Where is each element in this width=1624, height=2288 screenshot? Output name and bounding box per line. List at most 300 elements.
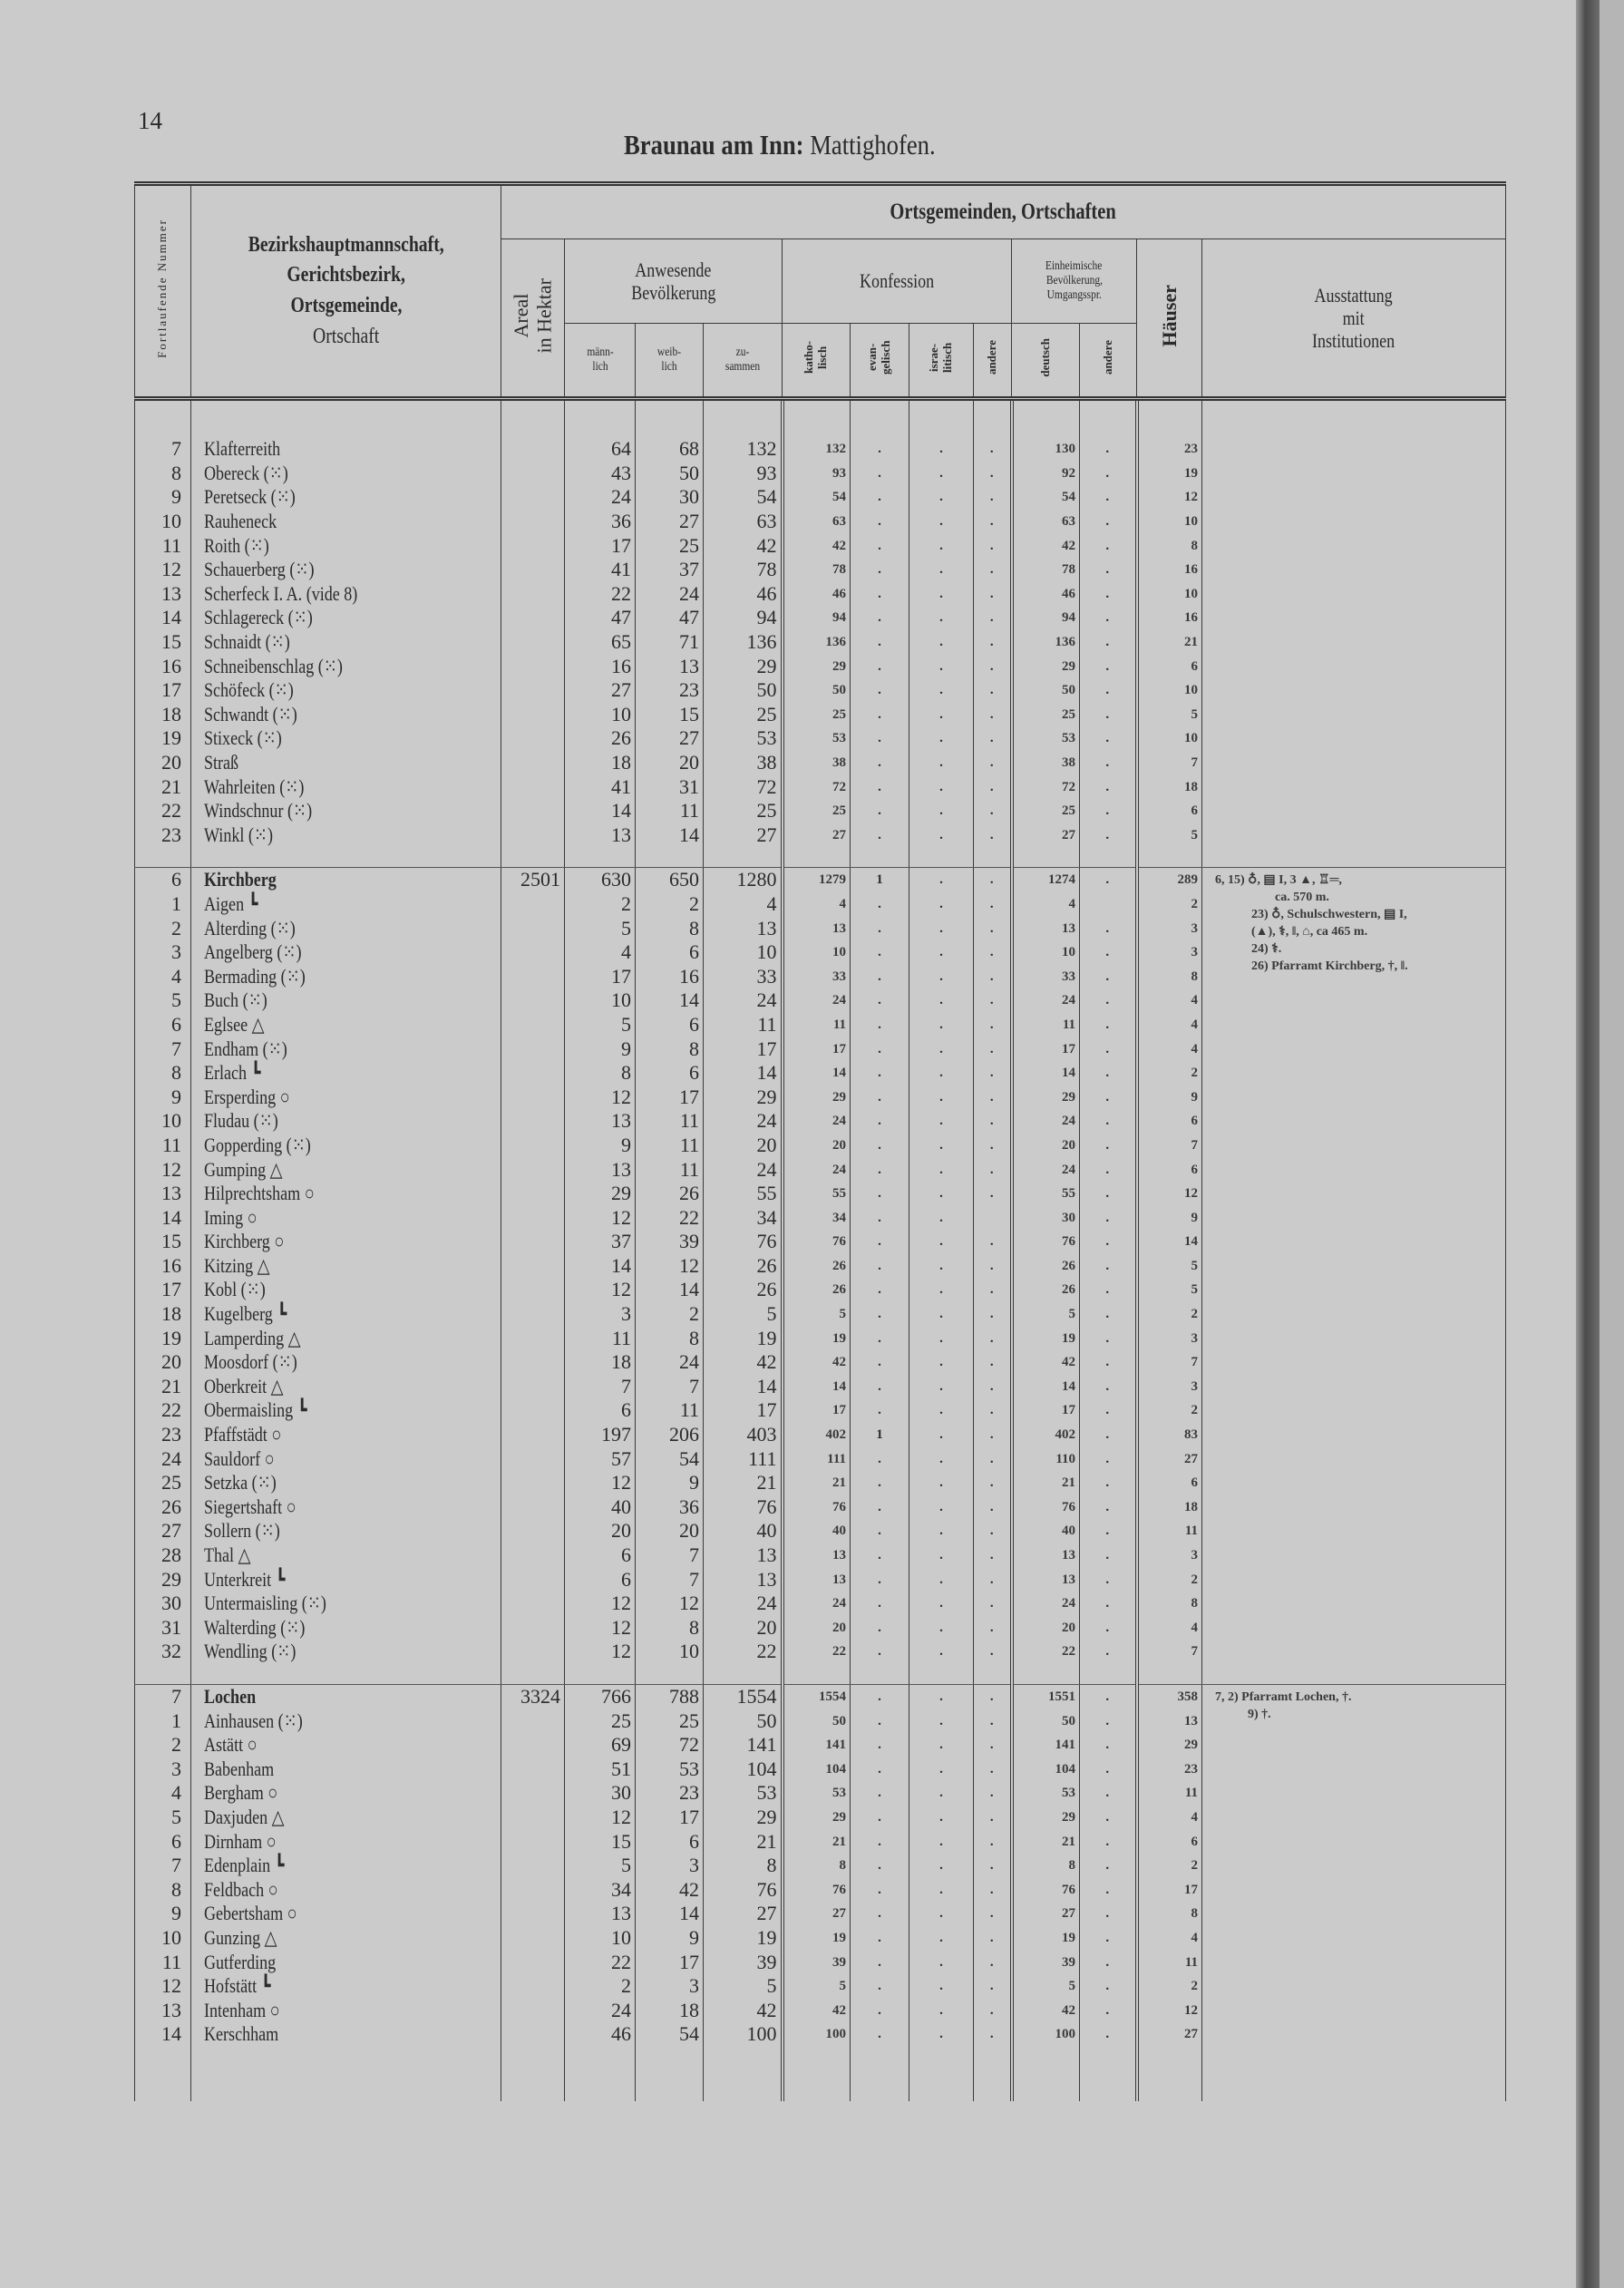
female-cell: 7 bbox=[636, 1543, 704, 1568]
institutions-cell bbox=[1202, 1709, 1506, 1733]
protestant-cell: . bbox=[851, 1085, 909, 1109]
running-number: 19 bbox=[135, 726, 191, 751]
catholic-cell: 76 bbox=[783, 1495, 851, 1520]
protestant-cell: . bbox=[851, 751, 909, 775]
header-male: männ-lich bbox=[565, 324, 636, 399]
catholic-cell: 50 bbox=[783, 1709, 851, 1733]
area-hectare-cell bbox=[501, 1446, 565, 1471]
locality-row bbox=[135, 1230, 1506, 1254]
running-number: 25 bbox=[135, 1471, 191, 1495]
locality-row bbox=[135, 1157, 1506, 1182]
area-hectare-cell bbox=[501, 1109, 565, 1134]
german-cell: 72 bbox=[1012, 774, 1080, 799]
protestant-cell: . bbox=[851, 1829, 909, 1854]
place-name bbox=[191, 1950, 501, 1974]
houses-cell: 2 bbox=[1137, 1398, 1202, 1423]
jewish-cell: . bbox=[909, 1592, 974, 1616]
total-cell: 10 bbox=[704, 940, 783, 965]
german-cell: 27 bbox=[1012, 1902, 1080, 1926]
language-other-cell: . bbox=[1080, 510, 1137, 534]
empty-cell bbox=[501, 1664, 565, 1685]
german-cell: 27 bbox=[1012, 823, 1080, 848]
confession-other-cell: . bbox=[974, 1854, 1012, 1878]
male-cell: 12 bbox=[565, 1471, 636, 1495]
jewish-cell: . bbox=[909, 1519, 974, 1543]
confession-other-cell: . bbox=[974, 1616, 1012, 1641]
locality-row bbox=[135, 1567, 1506, 1592]
catholic-cell: 14 bbox=[783, 1375, 851, 1399]
language-other-cell: . bbox=[1080, 1902, 1137, 1926]
language-other-cell: . bbox=[1080, 916, 1137, 940]
female-cell: 25 bbox=[636, 1709, 704, 1733]
total-cell: 38 bbox=[704, 751, 783, 775]
jewish-cell: . bbox=[909, 1157, 974, 1182]
language-other-cell: . bbox=[1080, 1998, 1137, 2022]
running-number: 22 bbox=[135, 799, 191, 823]
locality-row bbox=[135, 1013, 1506, 1037]
german-cell: 33 bbox=[1012, 964, 1080, 988]
confession-other-cell: . bbox=[974, 1877, 1012, 1902]
male-cell: 30 bbox=[565, 1781, 636, 1806]
language-other-cell: . bbox=[1080, 1375, 1137, 1399]
protestant-cell: . bbox=[851, 1157, 909, 1182]
total-cell: 25 bbox=[704, 703, 783, 727]
houses-cell: 11 bbox=[1137, 1519, 1202, 1543]
locality-row bbox=[135, 916, 1506, 940]
place-name bbox=[191, 1592, 501, 1616]
confession-other-cell: . bbox=[974, 1037, 1012, 1061]
total-cell: 39 bbox=[704, 1950, 783, 1974]
total-cell: 100 bbox=[704, 2022, 783, 2047]
total-cell: 19 bbox=[704, 1326, 783, 1350]
houses-cell: 2 bbox=[1137, 1974, 1202, 1999]
note-line: ca. 570 m. bbox=[1275, 891, 1329, 905]
confession-other-cell: . bbox=[974, 437, 1012, 462]
area-hectare-cell bbox=[501, 1134, 565, 1158]
place-name bbox=[191, 630, 501, 655]
protestant-cell: . bbox=[851, 1543, 909, 1568]
german-cell: 53 bbox=[1012, 726, 1080, 751]
header-female: weib-lich bbox=[636, 324, 704, 399]
protestant-cell: . bbox=[851, 1013, 909, 1037]
jewish-cell: . bbox=[909, 1877, 974, 1902]
male-cell: 13 bbox=[565, 1157, 636, 1182]
place-name bbox=[191, 892, 501, 917]
empty-cell bbox=[1202, 2047, 1506, 2101]
male-cell: 37 bbox=[565, 1230, 636, 1254]
houses-cell: 27 bbox=[1137, 2022, 1202, 2047]
catholic-cell: 24 bbox=[783, 1109, 851, 1134]
institutions-cell bbox=[1202, 1757, 1506, 1781]
houses-cell: 18 bbox=[1137, 1495, 1202, 1520]
header-confession-group: Konfession bbox=[783, 239, 1012, 324]
institutions-cell bbox=[1202, 1061, 1506, 1086]
place-name bbox=[191, 1398, 501, 1423]
confession-other-cell: . bbox=[974, 1543, 1012, 1568]
total-cell: 40 bbox=[704, 1519, 783, 1543]
area-hectare-cell bbox=[501, 654, 565, 678]
male-cell: 13 bbox=[565, 1109, 636, 1134]
total-cell: 55 bbox=[704, 1182, 783, 1206]
german-cell: 40 bbox=[1012, 1519, 1080, 1543]
area-hectare-cell bbox=[501, 1157, 565, 1182]
locality-row bbox=[135, 1061, 1506, 1086]
institutions-cell bbox=[1202, 1926, 1506, 1951]
protestant-cell: . bbox=[851, 1061, 909, 1086]
locality-row bbox=[135, 1854, 1506, 1878]
female-cell: 42 bbox=[636, 1877, 704, 1902]
protestant-cell: . bbox=[851, 726, 909, 751]
female-cell: 68 bbox=[636, 437, 704, 462]
jewish-cell: . bbox=[909, 582, 974, 607]
empty-cell bbox=[783, 1664, 851, 1685]
empty-cell bbox=[1202, 399, 1506, 438]
empty-cell bbox=[636, 847, 704, 868]
protestant-cell: . bbox=[851, 964, 909, 988]
total-cell: 76 bbox=[704, 1877, 783, 1902]
place-name-text: Kitzing △ bbox=[204, 1253, 270, 1277]
jewish-cell: . bbox=[909, 799, 974, 823]
place-name bbox=[191, 678, 501, 703]
locality-row bbox=[135, 1877, 1506, 1902]
total-cell: 76 bbox=[704, 1230, 783, 1254]
german-cell: 42 bbox=[1012, 1350, 1080, 1375]
total-cell: 27 bbox=[704, 823, 783, 848]
total-cell: 94 bbox=[704, 606, 783, 630]
catholic-cell: 50 bbox=[783, 678, 851, 703]
place-name bbox=[191, 1495, 501, 1520]
place-name-text: Sollern (⁙) bbox=[204, 1519, 280, 1543]
area-hectare-cell bbox=[501, 1302, 565, 1327]
german-cell: 19 bbox=[1012, 1926, 1080, 1951]
male-cell: 57 bbox=[565, 1446, 636, 1471]
protestant-cell: . bbox=[851, 1567, 909, 1592]
institutions-cell bbox=[1202, 868, 1506, 974]
area-hectare-cell bbox=[501, 1085, 565, 1109]
language-other-cell: . bbox=[1080, 823, 1137, 848]
area-hectare-cell: 2501 bbox=[501, 868, 565, 892]
place-name-text: Kirchberg bbox=[204, 868, 277, 891]
protestant-cell: . bbox=[851, 988, 909, 1013]
confession-other-cell: . bbox=[974, 1254, 1012, 1279]
place-name-text: Gutferding bbox=[204, 1950, 277, 1973]
female-cell: 6 bbox=[636, 1829, 704, 1854]
protestant-cell: . bbox=[851, 1446, 909, 1471]
place-name-text: Fludau (⁙) bbox=[204, 1109, 278, 1133]
jewish-cell: . bbox=[909, 1640, 974, 1664]
protestant-cell: . bbox=[851, 654, 909, 678]
catholic-cell: 132 bbox=[783, 437, 851, 462]
total-cell: 24 bbox=[704, 1157, 783, 1182]
catholic-cell: 42 bbox=[783, 1350, 851, 1375]
protestant-cell: . bbox=[851, 1974, 909, 1999]
german-cell: 24 bbox=[1012, 1157, 1080, 1182]
locality-row bbox=[135, 1781, 1506, 1806]
male-cell: 27 bbox=[565, 678, 636, 703]
institutions-cell bbox=[1202, 1278, 1506, 1302]
empty-cell bbox=[851, 399, 909, 438]
jewish-cell: . bbox=[909, 1495, 974, 1520]
place-name bbox=[191, 462, 501, 486]
running-number: 14 bbox=[135, 606, 191, 630]
german-cell: 78 bbox=[1012, 558, 1080, 582]
male-cell: 41 bbox=[565, 774, 636, 799]
area-hectare-cell bbox=[501, 630, 565, 655]
place-name-text: Schneibenschlag (⁙) bbox=[204, 654, 343, 677]
catholic-cell: 94 bbox=[783, 606, 851, 630]
institutions-cell bbox=[1202, 1182, 1506, 1206]
area-hectare-cell bbox=[501, 533, 565, 558]
place-name bbox=[191, 582, 501, 607]
german-cell: 26 bbox=[1012, 1278, 1080, 1302]
locality-row bbox=[135, 2022, 1506, 2047]
language-other-cell: . bbox=[1080, 1974, 1137, 1999]
protestant-cell: . bbox=[851, 1495, 909, 1520]
institutions-cell bbox=[1202, 1592, 1506, 1616]
institutions-cell bbox=[1202, 1902, 1506, 1926]
locality-row bbox=[135, 988, 1506, 1013]
jewish-cell: . bbox=[909, 988, 974, 1013]
catholic-cell: 29 bbox=[783, 1085, 851, 1109]
language-other-cell: . bbox=[1080, 1423, 1137, 1447]
houses-cell: 6 bbox=[1137, 1157, 1202, 1182]
running-number: 4 bbox=[135, 1781, 191, 1806]
catholic-cell: 42 bbox=[783, 533, 851, 558]
jewish-cell: . bbox=[909, 485, 974, 510]
german-cell: 20 bbox=[1012, 1616, 1080, 1641]
houses-cell: 6 bbox=[1137, 654, 1202, 678]
jewish-cell: . bbox=[909, 751, 974, 775]
locality-row bbox=[135, 1806, 1506, 1830]
german-cell: 29 bbox=[1012, 1806, 1080, 1830]
place-name bbox=[191, 533, 501, 558]
confession-other-cell: . bbox=[974, 1471, 1012, 1495]
protestant-cell: . bbox=[851, 630, 909, 655]
running-number: 16 bbox=[135, 1254, 191, 1279]
empty-cell bbox=[1137, 2047, 1202, 2101]
total-cell: 4 bbox=[704, 892, 783, 917]
institutions-cell bbox=[1202, 1350, 1506, 1375]
institutions-cell bbox=[1202, 1398, 1506, 1423]
jewish-cell: . bbox=[909, 1543, 974, 1568]
area-hectare-cell bbox=[501, 1709, 565, 1733]
language-other-cell: . bbox=[1080, 1278, 1137, 1302]
total-cell: 5 bbox=[704, 1302, 783, 1327]
locality-row bbox=[135, 1495, 1506, 1520]
protestant-cell: . bbox=[851, 1398, 909, 1423]
catholic-cell: 22 bbox=[783, 1640, 851, 1664]
place-name bbox=[191, 868, 501, 892]
note-line: (▲), ⚕, ‖, ⌂, ca 465 m. bbox=[1251, 925, 1368, 940]
area-hectare-cell bbox=[501, 1061, 565, 1086]
place-name bbox=[191, 1157, 501, 1182]
locality-row bbox=[135, 1254, 1506, 1279]
language-other-cell: . bbox=[1080, 1230, 1137, 1254]
place-name-text: Hilprechtsham ○ bbox=[204, 1182, 315, 1205]
place-name bbox=[191, 1709, 501, 1733]
houses-cell: 9 bbox=[1137, 1205, 1202, 1230]
running-number: 2 bbox=[135, 1733, 191, 1757]
institutions-cell bbox=[1202, 1471, 1506, 1495]
protestant-cell: . bbox=[851, 1998, 909, 2022]
institutions-cell bbox=[1202, 751, 1506, 775]
locality-row bbox=[135, 964, 1506, 988]
empty-cell bbox=[851, 1664, 909, 1685]
place-name bbox=[191, 1926, 501, 1951]
empty-cell bbox=[974, 1664, 1012, 1685]
jewish-cell: . bbox=[909, 726, 974, 751]
place-name bbox=[191, 437, 501, 462]
protestant-cell: . bbox=[851, 1757, 909, 1781]
jewish-cell: . bbox=[909, 1998, 974, 2022]
protestant-cell: . bbox=[851, 1877, 909, 1902]
place-name-text: Aigen ┗ bbox=[204, 891, 258, 915]
female-cell: 8 bbox=[636, 1037, 704, 1061]
male-cell: 65 bbox=[565, 630, 636, 655]
empty-cell bbox=[191, 2047, 501, 2101]
institutions-cell bbox=[1202, 1543, 1506, 1568]
header-houses: Häuser bbox=[1137, 239, 1202, 399]
german-cell: 22 bbox=[1012, 1640, 1080, 1664]
houses-cell: 6 bbox=[1137, 1109, 1202, 1134]
running-number: 2 bbox=[135, 916, 191, 940]
german-cell: 24 bbox=[1012, 1109, 1080, 1134]
locality-row bbox=[135, 1398, 1506, 1423]
german-cell: 100 bbox=[1012, 2022, 1080, 2047]
jewish-cell: . bbox=[909, 1974, 974, 1999]
language-other-cell: . bbox=[1080, 1302, 1137, 1327]
german-cell: 42 bbox=[1012, 533, 1080, 558]
area-hectare-cell bbox=[501, 1902, 565, 1926]
male-cell: 766 bbox=[565, 1684, 636, 1709]
place-name bbox=[191, 1640, 501, 1664]
running-number: 5 bbox=[135, 988, 191, 1013]
german-cell: 76 bbox=[1012, 1877, 1080, 1902]
german-cell: 53 bbox=[1012, 1781, 1080, 1806]
total-cell: 403 bbox=[704, 1423, 783, 1447]
locality-row bbox=[135, 1471, 1506, 1495]
total-cell: 21 bbox=[704, 1829, 783, 1854]
female-cell: 15 bbox=[636, 703, 704, 727]
confession-other-cell: . bbox=[974, 1781, 1012, 1806]
language-other-cell: . bbox=[1080, 1640, 1137, 1664]
jewish-cell: . bbox=[909, 703, 974, 727]
jewish-cell: . bbox=[909, 630, 974, 655]
area-hectare-cell bbox=[501, 606, 565, 630]
total-cell: 14 bbox=[704, 1375, 783, 1399]
empty-cell bbox=[636, 399, 704, 438]
spacer-row bbox=[135, 399, 1506, 438]
place-name bbox=[191, 1877, 501, 1902]
place-name-text: Walterding (⁙) bbox=[204, 1615, 306, 1639]
place-name-text: Ersperding ○ bbox=[204, 1085, 290, 1108]
male-cell: 22 bbox=[565, 1950, 636, 1974]
jewish-cell: . bbox=[909, 1950, 974, 1974]
protestant-cell: . bbox=[851, 1519, 909, 1543]
female-cell: 11 bbox=[636, 1398, 704, 1423]
protestant-cell: . bbox=[851, 1254, 909, 1279]
place-name-text: Unterkreit ┗ bbox=[204, 1567, 286, 1591]
protestant-cell: . bbox=[851, 1109, 909, 1134]
female-cell: 20 bbox=[636, 1519, 704, 1543]
male-cell: 43 bbox=[565, 462, 636, 486]
total-cell: 26 bbox=[704, 1254, 783, 1279]
female-cell: 23 bbox=[636, 1781, 704, 1806]
male-cell: 18 bbox=[565, 1350, 636, 1375]
running-number: 21 bbox=[135, 774, 191, 799]
area-hectare-cell bbox=[501, 485, 565, 510]
place-name bbox=[191, 1806, 501, 1830]
jewish-cell: . bbox=[909, 558, 974, 582]
place-name-text: Setzka (⁙) bbox=[204, 1471, 277, 1495]
confession-other-cell bbox=[974, 1205, 1012, 1230]
female-cell: 3 bbox=[636, 1974, 704, 1999]
german-cell: 54 bbox=[1012, 485, 1080, 510]
male-cell: 24 bbox=[565, 1998, 636, 2022]
total-cell: 22 bbox=[704, 1640, 783, 1664]
institutions-cell bbox=[1202, 1684, 1506, 1721]
place-name bbox=[191, 1567, 501, 1592]
jewish-cell: . bbox=[909, 892, 974, 917]
male-cell: 11 bbox=[565, 1326, 636, 1350]
running-number: 14 bbox=[135, 2022, 191, 2047]
place-name-text: Schwandt (⁙) bbox=[204, 702, 297, 725]
houses-cell: 10 bbox=[1137, 582, 1202, 607]
running-number: 21 bbox=[135, 1375, 191, 1399]
institutions-cell bbox=[1202, 1974, 1506, 1999]
male-cell: 10 bbox=[565, 988, 636, 1013]
institutions-cell bbox=[1202, 437, 1506, 462]
place-name-text: Angelberg (⁙) bbox=[204, 940, 302, 964]
catholic-cell: 72 bbox=[783, 774, 851, 799]
german-cell: 1274 bbox=[1012, 868, 1080, 892]
place-name-text: Buch (⁙) bbox=[204, 988, 267, 1012]
place-name-text: Schöfeck (⁙) bbox=[204, 678, 294, 702]
houses-cell: 14 bbox=[1137, 1230, 1202, 1254]
german-cell: 24 bbox=[1012, 988, 1080, 1013]
male-cell: 18 bbox=[565, 751, 636, 775]
place-name-text: Klafterreith bbox=[204, 437, 281, 461]
place-name-text: Obereck (⁙) bbox=[204, 461, 288, 484]
jewish-cell: . bbox=[909, 606, 974, 630]
jewish-cell: . bbox=[909, 1398, 974, 1423]
block-separator bbox=[135, 1664, 1506, 1685]
jewish-cell: . bbox=[909, 462, 974, 486]
empty-cell bbox=[704, 2047, 783, 2101]
language-other-cell: . bbox=[1080, 1182, 1137, 1206]
confession-other-cell: . bbox=[974, 892, 1012, 917]
houses-cell: 7 bbox=[1137, 1350, 1202, 1375]
male-cell: 9 bbox=[565, 1134, 636, 1158]
empty-cell bbox=[565, 2047, 636, 2101]
german-cell: 25 bbox=[1012, 799, 1080, 823]
place-name-text: Intenham ○ bbox=[204, 1998, 280, 2021]
houses-cell: 4 bbox=[1137, 988, 1202, 1013]
running-number: 23 bbox=[135, 1423, 191, 1447]
male-cell: 17 bbox=[565, 533, 636, 558]
running-number: 6 bbox=[135, 868, 191, 892]
female-cell: 24 bbox=[636, 582, 704, 607]
houses-cell: 3 bbox=[1137, 940, 1202, 965]
houses-cell: 4 bbox=[1137, 1926, 1202, 1951]
male-cell: 5 bbox=[565, 1013, 636, 1037]
locality-row bbox=[135, 1085, 1506, 1109]
language-other-cell: . bbox=[1080, 1854, 1137, 1878]
header-native-population-group: Einheimische Bevölkerung, Umgangsspr. bbox=[1012, 239, 1137, 324]
place-name-text: Kobl (⁙) bbox=[204, 1278, 266, 1301]
place-name bbox=[191, 1974, 501, 1999]
catholic-cell: 13 bbox=[783, 916, 851, 940]
